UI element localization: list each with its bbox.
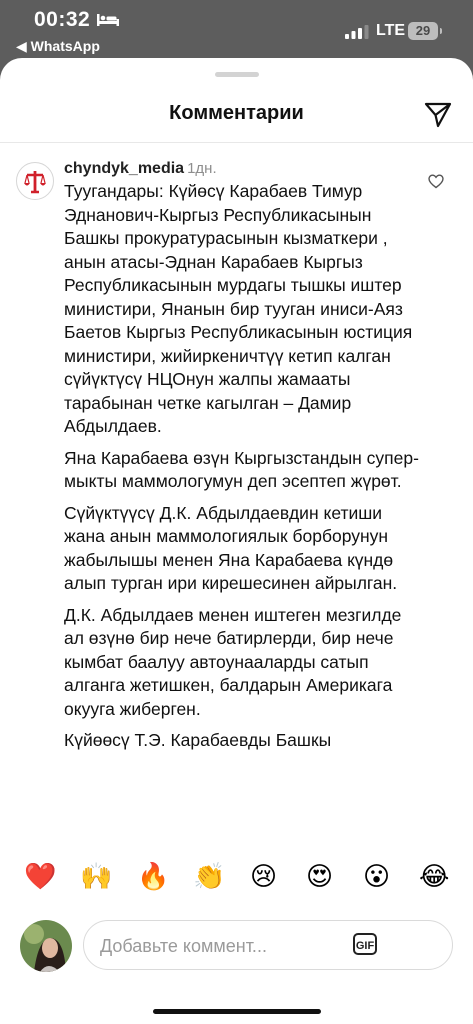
comment-paragraph: Д.К. Абдылдаев менен иштеген мезгилде ал өзүнө бир нече батирлерди, бир нече кымбат баалуу автоунааларды сатып алганга жетишкен, балдарын Америкага окууга жиберген.	[64, 604, 402, 719]
gif-button[interactable]: GIF	[353, 933, 377, 955]
emoji-laughing[interactable]: 😂	[419, 861, 450, 891]
comments-sheet	[0, 58, 473, 1024]
emoji-surprised[interactable]: 😮	[363, 861, 391, 891]
comment-paragraph: Яна Карабаева өзүн Кыргызстандын супер-мыкты маммологумун деп эсептеп жүрөт.	[64, 447, 419, 491]
scales-logo-icon[interactable]	[16, 162, 54, 200]
heart-outline-icon[interactable]	[428, 174, 444, 189]
emoji-clapping[interactable]: 👏	[193, 861, 226, 891]
comment-time: 1дн.	[187, 160, 217, 177]
comment-input-box[interactable]	[83, 920, 453, 970]
sheet-title: Комментарии	[169, 102, 304, 124]
comment-paragraph: Күйөөсү Т.Э. Карабаевды Башкы	[64, 730, 332, 750]
network-type: LTE	[376, 22, 406, 39]
paper-plane-icon[interactable]	[423, 100, 453, 130]
comment-body	[64, 160, 424, 761]
header-divider	[0, 142, 473, 143]
emoji-crying[interactable]: 😢	[250, 861, 278, 891]
comment-header	[64, 160, 424, 178]
comment-input[interactable]	[98, 931, 352, 961]
sheet-grabber[interactable]	[215, 72, 259, 77]
comment-composer	[0, 908, 473, 1024]
back-to-app-link[interactable]: ◀ WhatsApp	[16, 38, 100, 54]
status-time: 00:32	[34, 8, 91, 31]
cellular-signal-icon	[345, 25, 369, 39]
user-avatar[interactable]	[20, 920, 72, 972]
emoji-heart[interactable]: ❤️	[24, 861, 57, 891]
comment-paragraph: Сүйүктүүсү Д.К. Абдылдаевдин кетиши жана анын маммологиялык борборунун жабылышы менен Яна Карабаева күндө алып турган ири кирешесинен айрылган.	[64, 502, 398, 593]
comment-paragraph: Туугандары: Күйөсү Карабаев Тимур Эднанович-Кыргыз Республикасынын Башкы прокуратурасынын кызматкери , анын атасы-Эднан Карабаев Кыргыз Республикасынын мурдагы тышкы иштер министири, Янанын бир тууган иниси-Аяз Баетов Кыргыз Республикасынын юстиция министири, жийиркеничтүү кетип калган сүйүктүсү НЦОнун жалпы жамааты тарабынан четке кагылган – Дамир Абдылдаев.	[64, 181, 413, 436]
emoji-heart-eyes[interactable]: 😍	[306, 861, 334, 891]
home-indicator[interactable]	[153, 1009, 321, 1014]
emoji-reaction-bar	[0, 850, 473, 908]
sleep-focus-icon	[97, 14, 119, 26]
comment-username[interactable]: chyndyk_media	[64, 160, 185, 177]
battery-level: 29	[408, 22, 438, 40]
status-bar	[0, 0, 473, 58]
emoji-fire[interactable]: 🔥	[137, 861, 170, 891]
emoji-raising-hands[interactable]: 🙌	[80, 861, 113, 891]
